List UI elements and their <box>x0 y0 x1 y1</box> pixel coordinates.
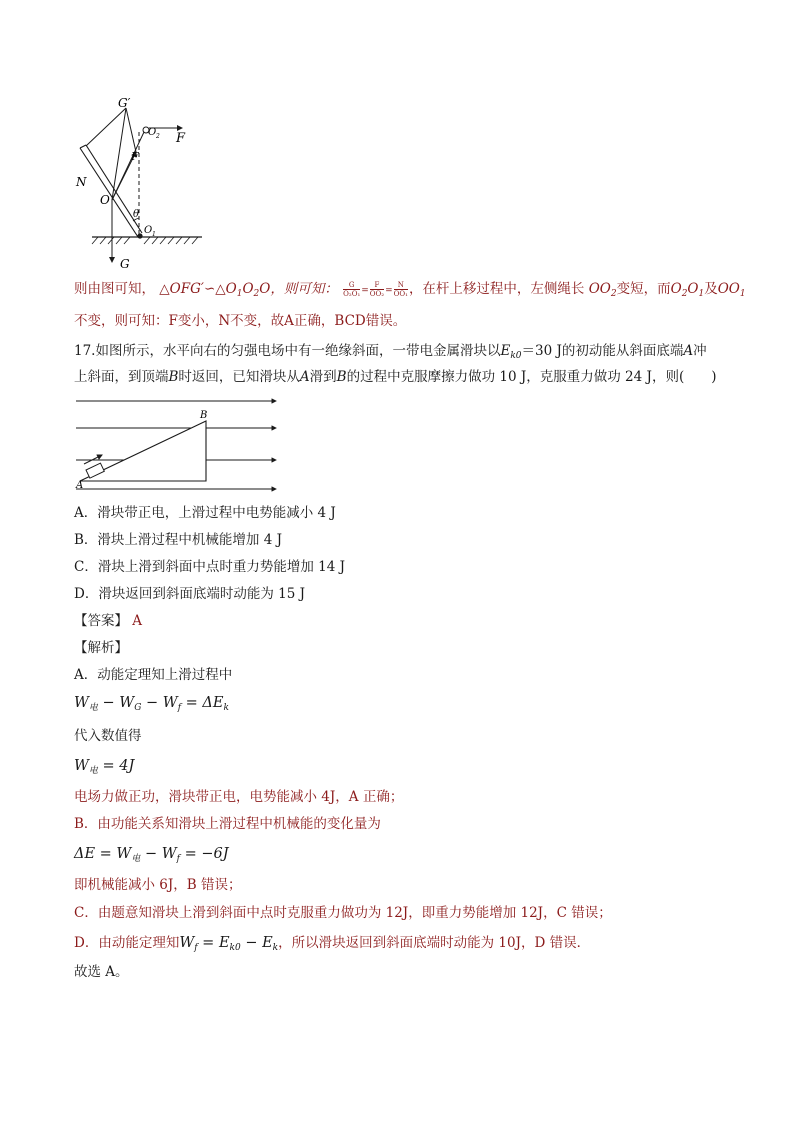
incline-field-figure <box>74 398 284 494</box>
option-c: C．滑块上滑到斜面中点时重力势能增加 14 J <box>74 559 346 575</box>
fraction-g: $\frac{G}{\text{O₂O₁}}$ <box>343 281 361 298</box>
label-o2: O <box>148 127 157 138</box>
label-o1-sub: 1 <box>152 231 156 238</box>
solution16-line2: 不变，则可知：F变小，N不变，故A正确，BCD错误。 <box>74 313 407 329</box>
analysis-substitute: 代入数值得 <box>74 728 142 744</box>
option-d: D．滑块返回到斜面底端时动能为 15 J <box>74 586 305 602</box>
label-theta: θ <box>133 209 140 220</box>
formula-mechanical-energy: $\Delta E = W_电 - W_f = -6J$ <box>74 846 229 864</box>
ground-hatching <box>92 237 198 244</box>
question17-line2: 上斜面，到顶端B时返回，已知滑块从A滑到B的过程中克服摩擦力做功 10 J，克服重力做功 24 J，则( ) <box>74 369 717 385</box>
force-diagram-figure <box>70 90 210 270</box>
option-b: B．滑块上滑过程中机械能增加 4 J <box>74 532 283 548</box>
label-a: A <box>76 480 84 491</box>
formula-work-energy: $W_电 - W_G - W_f = \Delta E_k$ <box>74 695 229 713</box>
solution16-line1: 则由图可知， $\triangle OFG'∽\triangle O_1O_2O$，则可知： $\frac{G}{\text{O₂O₁}}$ = $\frac{F}{\text{OO₂}}$ = $\frac{N}{\text{OO₁}}$ ，在杆上移过程中，左侧绳长 $OO_2$变短，而$O_2O_1$及$OO_1$ <box>74 281 746 299</box>
analysis-a-intro: A．动能定理知上滑过程中 <box>74 667 233 683</box>
answer-line <box>74 612 142 630</box>
force-f-line <box>126 108 136 152</box>
analysis-a-conclusion: 电场力做正功，滑块带正电，电势能减小 4J，A 正确； <box>74 789 404 805</box>
label-g: G <box>120 257 130 270</box>
question17-line1: 17.如图所示，水平向右的匀强电场中有一绝缘斜面，一带电金属滑块以$E_{k0}=30$ J的初动能从斜面底端A冲 <box>74 343 707 361</box>
force-n-line <box>86 108 126 146</box>
analysis-b-intro: B．由功能关系知滑块上滑过程中机械能的变化量为 <box>74 816 381 832</box>
analysis-b-conclusion: 即机械能减小 6J，B 错误； <box>74 877 242 893</box>
label-n: N <box>76 175 87 189</box>
analysis-label: 【解析】 <box>74 640 128 656</box>
label-b: B <box>200 410 208 421</box>
answer-label: 【答案】 <box>74 613 128 629</box>
option-a: A．滑块带正电，上滑过程中电势能减小 4 J <box>74 505 336 521</box>
label-o1: O <box>144 225 153 236</box>
label-o: O <box>100 193 110 207</box>
formula-d: $W_f = E_{k0} - E_k$ <box>179 935 279 953</box>
analysis-final: 故选 A。 <box>74 964 129 980</box>
velocity-arrow <box>84 455 102 464</box>
label-g-prime: G′ <box>118 96 131 110</box>
formula-w-electric: $W_电 = 4J$ <box>74 758 135 776</box>
label-o2-sub: 2 <box>156 133 160 140</box>
fraction-n: $\frac{N}{\text{OO₁}}$ <box>393 281 408 298</box>
analysis-c-line: C．由题意知滑块上滑到斜面中点时克服重力做功为 12J，即重力势能增加 12J，C 错误； <box>74 905 612 921</box>
label-f-small: F <box>131 150 139 163</box>
analysis-d-line: D．由动能定理知$W_f = E_{k0} - E_k$，所以滑块返回到斜面底端时动能为 10J，D 错误． <box>74 935 591 953</box>
hinge-o1 <box>137 233 142 238</box>
answer-value: A <box>132 613 143 629</box>
fraction-f: $\frac{F}{\text{OO₂}}$ <box>369 281 385 298</box>
label-f: F <box>176 131 186 146</box>
